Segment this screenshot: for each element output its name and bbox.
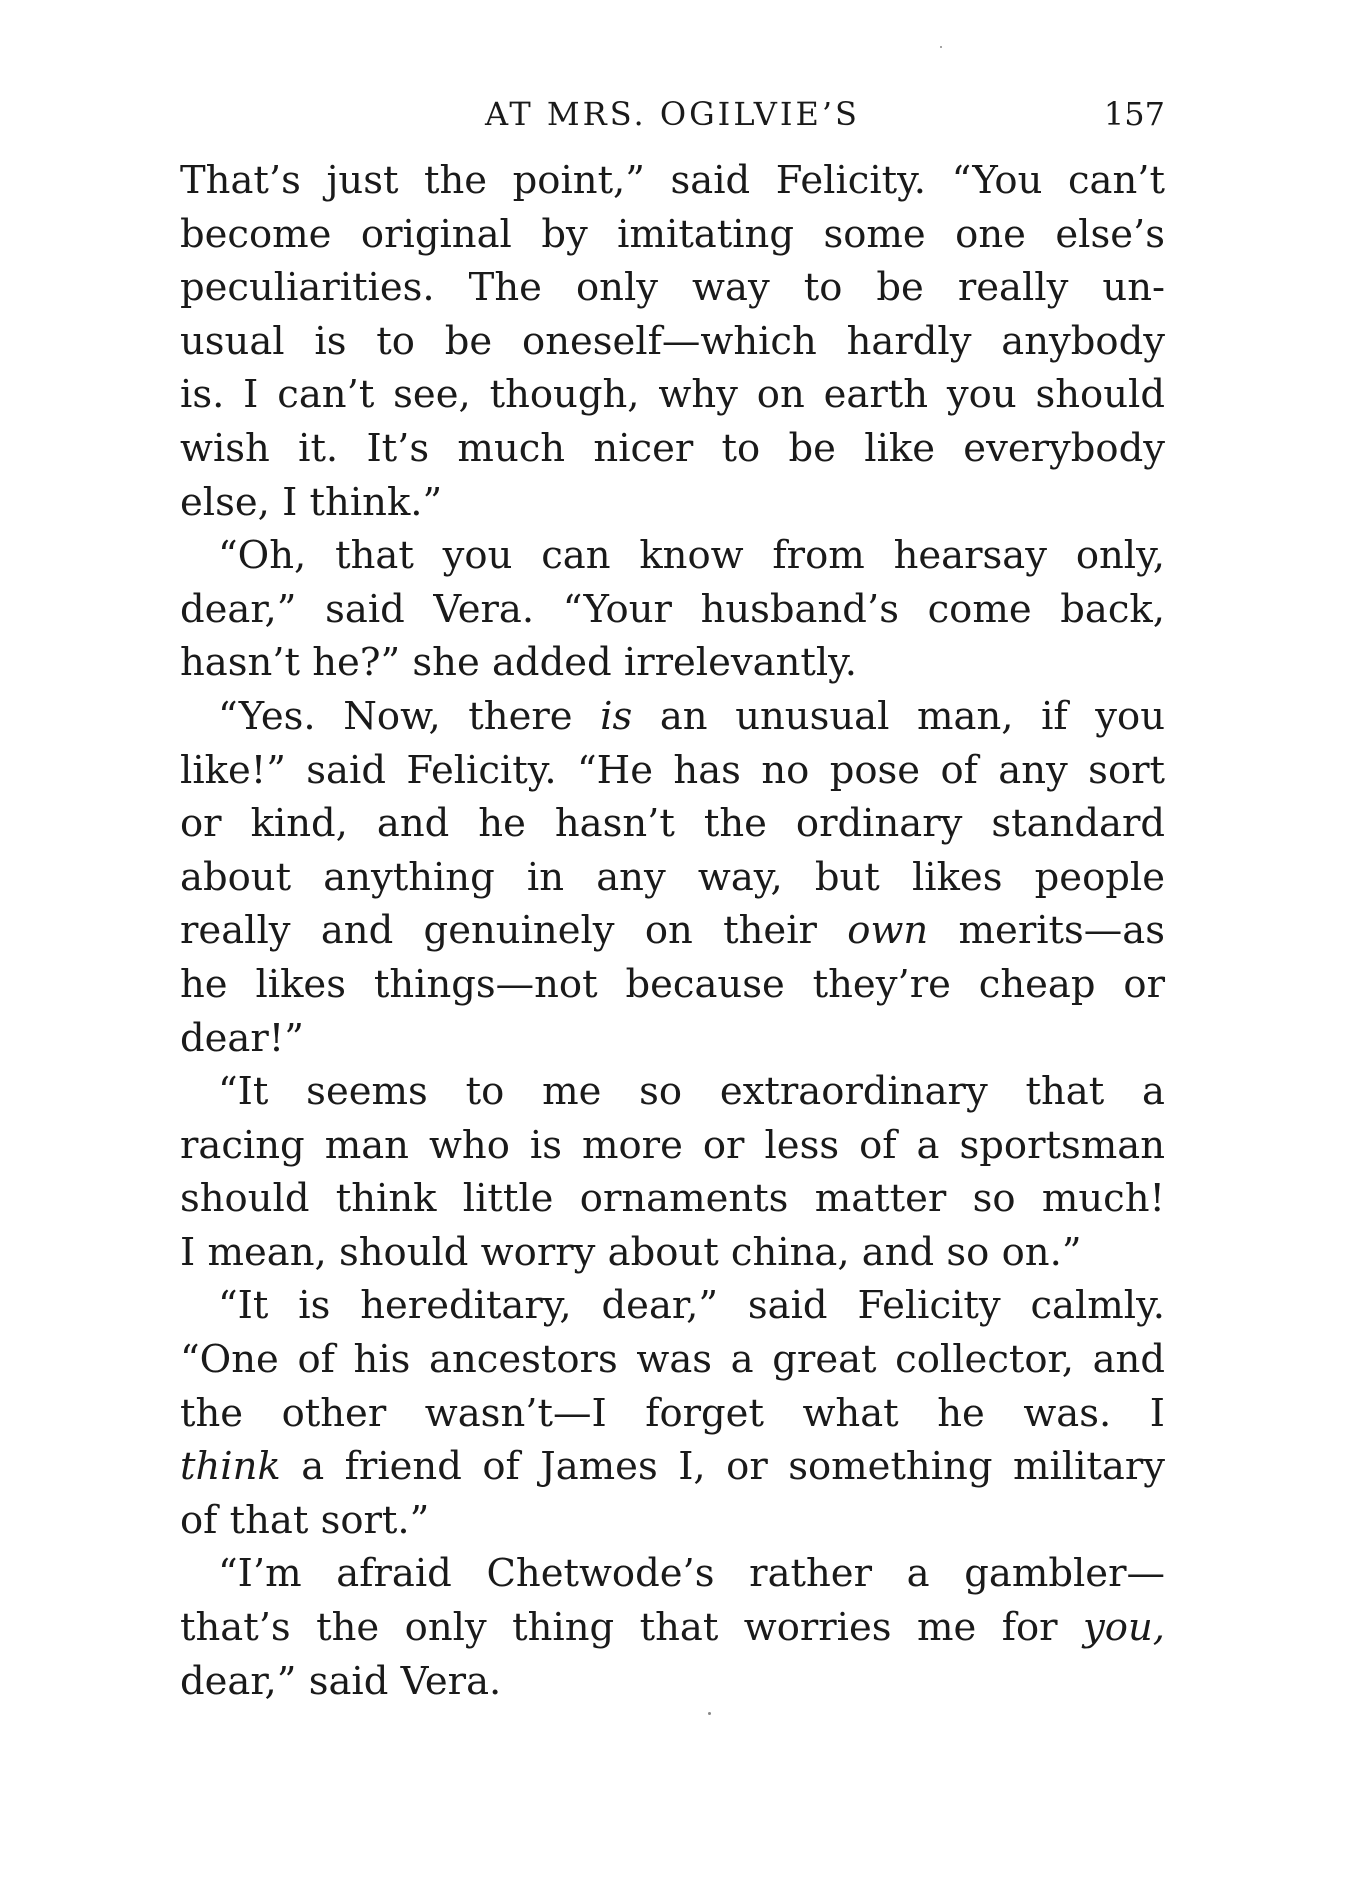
text-run: an unusual man, if you: [659, 693, 1165, 739]
text-line: peculiarities. The only way to be really un-: [180, 265, 1165, 311]
text-line: “Oh, that you can know from hearsay only,: [218, 533, 1165, 579]
running-head: [180, 92, 1165, 136]
text-run: really and genuinely on their: [180, 908, 817, 954]
text-line: [180, 1601, 1165, 1655]
text-line: wish it. It’s much nicer to be like everybody: [180, 425, 1165, 471]
text-line: racing man who is more or less of a sportsman: [180, 1122, 1165, 1168]
text-line: [180, 690, 1165, 744]
text-line: dear,” said Vera. “Your husband’s come back,: [180, 586, 1165, 632]
italic-emphasis: is: [600, 693, 633, 739]
text-line: hasn’t he?” she added irrelevantly.: [180, 640, 858, 686]
text-run: merits—as: [958, 908, 1165, 954]
italic-emphasis: own: [847, 908, 929, 954]
text-line: should think little ornaments matter so much!: [180, 1176, 1165, 1222]
italic-emphasis: think: [180, 1444, 281, 1490]
text-line: about anything in any way, but likes people: [180, 854, 1165, 900]
text-line: “I’m afraid Chetwode’s rather a gambler—: [218, 1551, 1165, 1597]
text-line: of that sort.”: [180, 1497, 430, 1543]
text-line: else, I think.”: [180, 479, 443, 525]
text-run: “Yes. Now, there: [218, 693, 573, 739]
text-line: the other wasn’t—I forget what he was. I: [180, 1390, 1165, 1436]
text-line: usual is to be oneself—which hardly anybody: [180, 318, 1165, 364]
text-line: dear!”: [180, 1015, 304, 1061]
text-line: “One of his ancestors was a great collector, and: [180, 1337, 1165, 1383]
text-line: become original by imitating some one else’s: [180, 211, 1165, 257]
text-line: “It is hereditary, dear,” said Felicity calmly.: [218, 1283, 1165, 1329]
page-number: 157: [1103, 95, 1165, 133]
text-line: That’s just the point,” said Felicity. “You can’t: [180, 158, 1165, 203]
text-line: [180, 904, 1165, 958]
text-line: like!” said Felicity. “He has no pose of any sort: [180, 747, 1165, 793]
text-line: is. I can’t see, though, why on earth you should: [180, 372, 1165, 418]
text-line: I mean, should worry about china, and so on.”: [180, 1229, 1082, 1275]
scan-speck: [708, 1712, 711, 1715]
text-line: “It seems to me so extraordinary that a: [218, 1069, 1165, 1115]
text-run: a friend of James I, or something military: [301, 1444, 1165, 1490]
italic-emphasis: you,: [1083, 1605, 1165, 1651]
text-line: or kind, and he hasn’t the ordinary standard: [180, 801, 1165, 847]
text-run: that’s the only thing that worries me for: [180, 1605, 1058, 1651]
text-line: he likes things—not because they’re cheap or: [180, 961, 1165, 1007]
text-line: dear,” said Vera.: [180, 1658, 502, 1704]
text-line: [180, 1440, 1165, 1494]
body-text: [180, 154, 1165, 1708]
running-title: AT MRS. OGILVIE’S: [485, 95, 860, 133]
scan-speck: [940, 46, 942, 48]
